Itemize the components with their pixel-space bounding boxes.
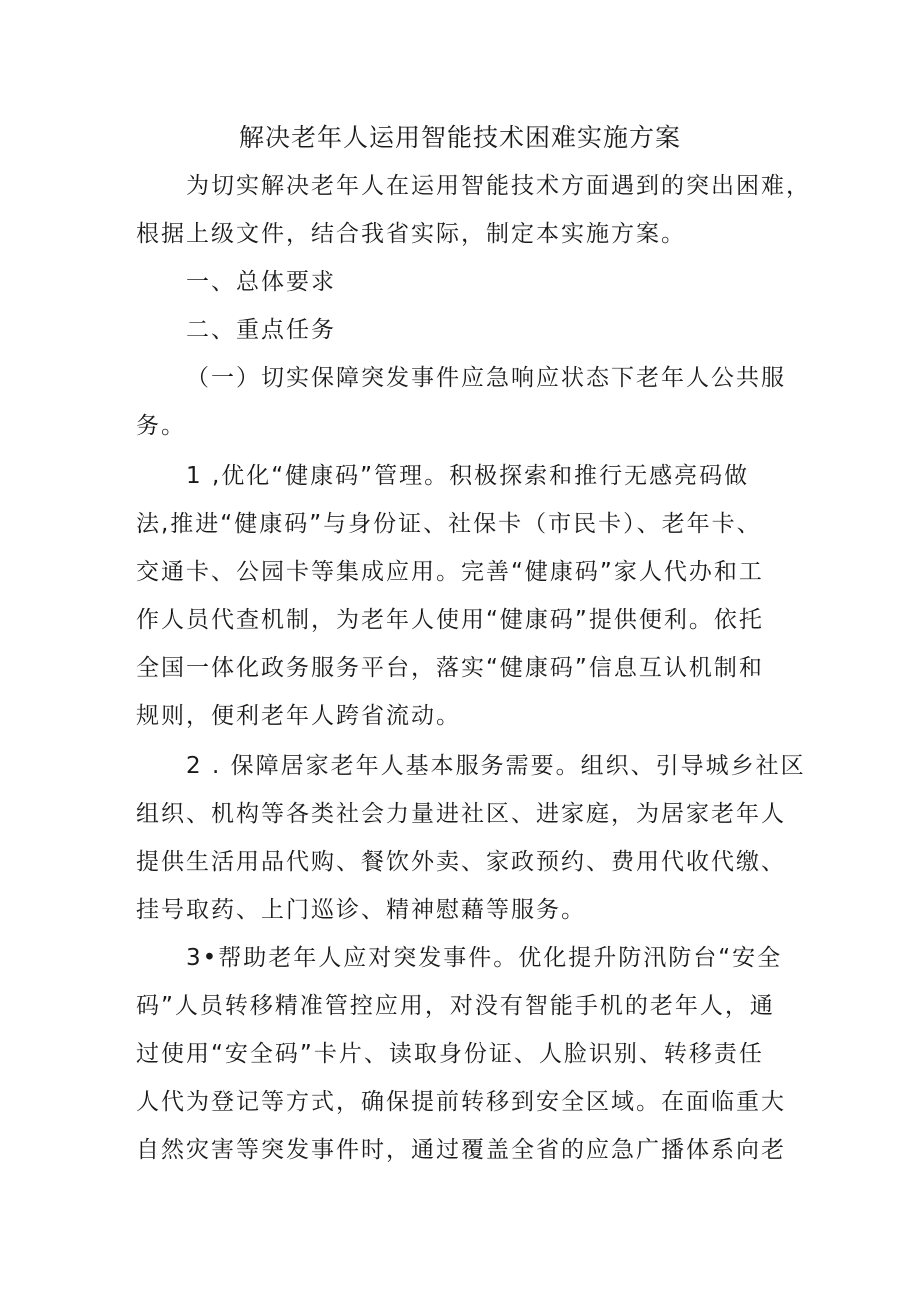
paragraph-line: 法,推进“健康码”与身份证、社保卡（市民卡）、老年卡、 <box>136 511 762 537</box>
paragraph-line: 人代为登记等方式，确保提前转移到安全区域。在面临重大 <box>136 1089 786 1115</box>
paragraph-line: 组织、机构等各类社会力量进社区、进家庭，为居家老年人 <box>136 801 786 827</box>
paragraph-line: 交通卡、公园卡等集成应用。完善“健康码”家人代办和工 <box>136 559 764 585</box>
paragraph-line: 根据上级文件，结合我省实际，制定本实施方案。 <box>136 221 686 247</box>
subsection-heading-continued: 务。 <box>136 413 186 439</box>
paragraph-line: 作人员代查机制，为老年人使用“健康码”提供便利。依托 <box>136 607 764 633</box>
paragraph-line: 2 . 保障居家老年人基本服务需要。组织、引导城乡社区 <box>186 753 806 779</box>
paragraph-line: 过使用“安全码”卡片、读取身份证、人脸识别、转移责任 <box>136 1041 764 1067</box>
paragraph-line: 提供生活用品代购、餐饮外卖、家政预约、费用代收代缴、 <box>136 849 786 875</box>
section-heading: 一、总体要求 <box>186 269 336 295</box>
paragraph-line: 为切实解决老年人在运用智能技术方面遇到的突出困难， <box>186 173 811 199</box>
document-title: 解决老年人运用智能技术困难实施方案 <box>238 123 681 152</box>
paragraph-line: 码”人员转移精准管控应用，对没有智能手机的老年人，通 <box>136 993 775 1019</box>
paragraph-line: 自然灾害等突发事件时，通过覆盖全省的应急广播体系向老 <box>136 1137 786 1163</box>
paragraph-line: 挂号取药、上门巡诊、精神慰藉等服务。 <box>136 897 586 923</box>
paragraph-line: 规则，便利老年人跨省流动。 <box>136 703 461 729</box>
section-heading: 二、重点任务 <box>186 317 336 343</box>
paragraph-line: 全国一体化政务服务平台，落实“健康码”信息互认机制和 <box>136 655 764 681</box>
paragraph-line: 3•帮助老年人应对突发事件。优化提升防汛防台“安全 <box>186 945 783 971</box>
paragraph-line: 1 ,优化“健康码”管理。积极探索和推行无感亮码做 <box>186 463 750 489</box>
subsection-heading: （一）切实保障突发事件应急响应状态下老年人公共服 <box>186 365 786 391</box>
